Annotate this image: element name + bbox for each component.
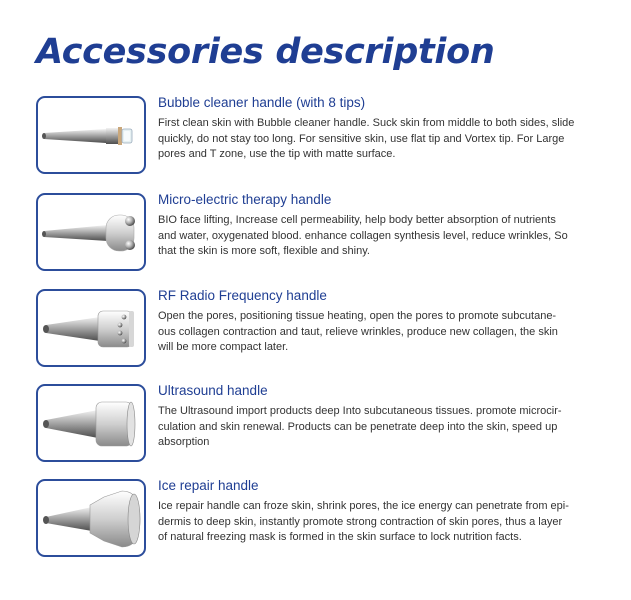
ultrasound-handle-image	[36, 384, 146, 462]
accessory-item-rf	[36, 289, 606, 377]
item-description: Ice repair handle can froze skin, shrink pores, the ice energy can penetrate from epi- dermis to deep skin, instantly promote strong contraction of skin pores, thus a layer of natural freezing mask is formed in the skin surface to lock nutrition facts.	[158, 500, 569, 543]
bubble-cleaner-handle-image	[36, 96, 146, 174]
item-title: Bubble cleaner handle (with 8 tips)	[158, 95, 366, 110]
accessory-item-micro-electric	[36, 193, 606, 281]
item-description: BIO face lifting, Increase cell permeability, help body better absorption of nutrients and water, oxygenated blood. enhance collagen synthesis level, reduce wrinkles, So that the skin is more soft, flexible and shiny.	[158, 214, 568, 257]
micro-electric-handle-icon	[38, 195, 144, 269]
accessory-item-ice-repair	[36, 479, 606, 567]
item-title: Ice repair handle	[158, 478, 259, 493]
item-title: Ultrasound handle	[158, 383, 268, 398]
ice-repair-handle-icon	[38, 481, 144, 555]
item-description: The Ultrasound import products deep Into subcutaneous tissues. promote microcir- culation and skin renewal. Products can be penetrate deep into the skin, speed up absorption	[158, 405, 562, 448]
rf-handle-icon	[38, 291, 144, 365]
ice-repair-handle-image	[36, 479, 146, 557]
ultrasound-handle-icon	[38, 386, 144, 460]
item-description: Open the pores, positioning tissue heating, open the pores to promote subcutane- ous collagen contraction and taut, relieve wrinkles, produce new collagen, the skin will be more compact later.	[158, 310, 558, 353]
page-title: Accessories description	[36, 32, 495, 72]
item-title: Micro-electric therapy handle	[158, 192, 332, 207]
accessory-item-ultrasound	[36, 384, 606, 472]
accessory-item-bubble-cleaner	[36, 96, 606, 184]
bubble-cleaner-handle-icon	[38, 98, 144, 172]
item-description: First clean skin with Bubble cleaner handle. Suck skin from middle to both sides, slide quickly, do not stay too long. For sensitive skin, use flat tip and Vortex tip. For Large pores and T zone, use the tip with matte surface.	[158, 117, 575, 160]
rf-handle-image	[36, 289, 146, 367]
micro-electric-handle-image	[36, 193, 146, 271]
item-title: RF Radio Frequency handle	[158, 288, 327, 303]
